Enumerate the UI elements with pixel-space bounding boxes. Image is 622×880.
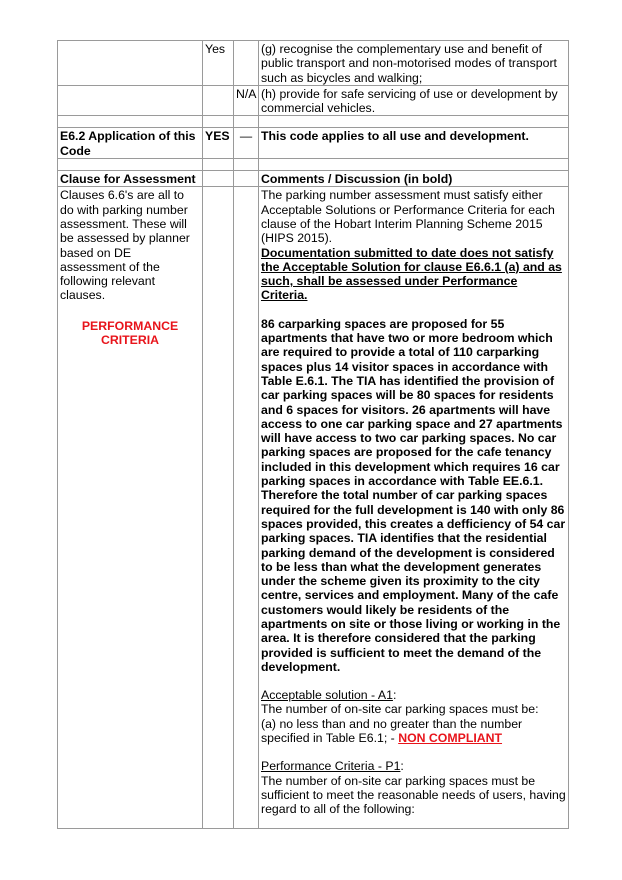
clause-text: Clauses 6.6's are all to do with parking number assessment. These will be assessed by planner based on DE assessment of the following relevant clauses.: [60, 188, 190, 303]
a1-line2: (a) no less than and no greater than the number specified in Table E6.1; -: [261, 716, 523, 746]
table-row: [58, 85, 569, 116]
header-clause: Clause for Assessment: [58, 171, 203, 187]
clause-cell: [58, 85, 203, 116]
table-header-row: [58, 171, 569, 187]
table-row: [58, 187, 569, 829]
dash-cell: —: [234, 128, 259, 159]
status-cell: YES: [203, 128, 234, 159]
comment-cell: (g) recognise the complementary use and benefit of public transport and non-motorised modes of transport such as bicycles and walking;: [259, 41, 569, 86]
assessment-table: [57, 40, 569, 829]
a1-line1: The number of on-site car parking spaces must be:: [261, 702, 539, 717]
comment-cell: (h) provide for safe servicing of use or development by commercial vehicles.: [259, 85, 569, 116]
p1-heading: Performance Criteria - P1: [261, 759, 401, 774]
comment-cell: This code applies to all use and development.: [259, 128, 569, 159]
documentation-note: Documentation submitted to date does not satisfy the Acceptable Solution for clause E6.6.1 (a) and as such, shall be assessed under Performance Criteria.: [261, 245, 562, 303]
non-compliant-badge: NON COMPLIANT: [398, 731, 503, 746]
clause-cell: E6.2 Application of this Code: [58, 128, 203, 159]
discussion-text: 86 carparking spaces are proposed for 55 apartments that have two or more bedroom which are required to provide a total of 110 carparking spaces plus 14 visitor spaces in accordance with Table E.6.1. The TIA has identified the provision of car parking spaces will be 80 spaces for residents and 6 spaces for visitors. 26 apartments will have access to one car parking space and 27 apartments will have access to two car parking spaces. No car parking spaces are proposed for the cafe tenancy included in this development which requires 16 car parking spaces in accordance with Table EE.6.1. Therefore the total number of car parking spaces required for the full development is 140 with only 86 spaces provided, this creates a defficiency of 54 car parking spaces. TIA identifies that the residential parking demand of the development is considered to be less than what the development generates under the scheme given its proximity to the city centre, services and employment. Many of the cafe customers would likely be residents of the apartments on site or those living or working in the area. It is therefore considered that the parking provided is sufficient to meet the demand of the development.: [261, 316, 566, 674]
table-row-empty: [58, 116, 569, 128]
a1-heading: Acceptable solution - A1: [261, 688, 393, 703]
table-row: [58, 41, 569, 86]
p1-text: The number of on-site car parking spaces must be sufficient to meet the reasonable needs of users, having regard to all of the following:: [261, 773, 566, 817]
table-row-empty: [58, 159, 569, 171]
comment-cell: The parking number assessment must satisfy either Acceptable Solutions or Performance Criteria for each clause of the Hobart Interim Planning Scheme 2015 (HIPS 2015). Documentation submitted to date does not satisfy the Acceptable Solution for clause E6.6.1 (a) and as such, shall be assessed under Performance Criteria. 86 carparking spaces are proposed for 55 apartments that have two or more bedroom which are required to provide a total of 110 carparking spaces plus 14 visitor spaces in accordance with Table E.6.1. The TIA has identified the provision of car parking spaces will be 80 spaces for residents and 6 spaces for visitors. 26 apartments will have access to one car parking space and 27 apartments will have access to two car parking spaces. No car parking spaces are proposed for the cafe tenancy included in this development which requires 16 car parking spaces in accordance with Table EE.6.1. Therefore the total number of car parking spaces required for the full development is 140 with only 86 spaces provided, this creates a defficiency of 54 car parking spaces. TIA identifies that the residential parking demand of the development is considered to be less than what the development generates under the scheme given its proximity to the city centre, services and employment. Many of the cafe customers would likely be residents of the apartments on site or those living or working in the area. It is therefore considered that the parking provided is sufficient to meet the demand of the development. Acceptable solution - A1: The number of on-site car parking spaces must be: (a) no less than and no greater than the number specified in Table E6.1; - NON COMPLIANT Performance Criteria - P1: The number of on-site car parking spaces must be sufficient to meet the reasonable needs of users, having regard to all of the following:: [259, 187, 569, 829]
table-row: [58, 128, 569, 159]
status-cell: Yes: [203, 41, 234, 86]
header-comments: Comments / Discussion (in bold): [259, 171, 569, 187]
clause-cell: [58, 187, 203, 829]
status-cell: [203, 85, 234, 116]
performance-criteria-label: PERFORMANCE CRITERIA: [81, 318, 179, 348]
na-cell: N/A: [234, 85, 259, 116]
intro-text: The parking number assessment must satisfy either Acceptable Solutions or Performance Criteria for each clause of the Hobart Interim Planning Scheme 2015 (HIPS 2015).: [261, 188, 555, 246]
na-cell: [234, 41, 259, 86]
clause-cell: [58, 41, 203, 86]
